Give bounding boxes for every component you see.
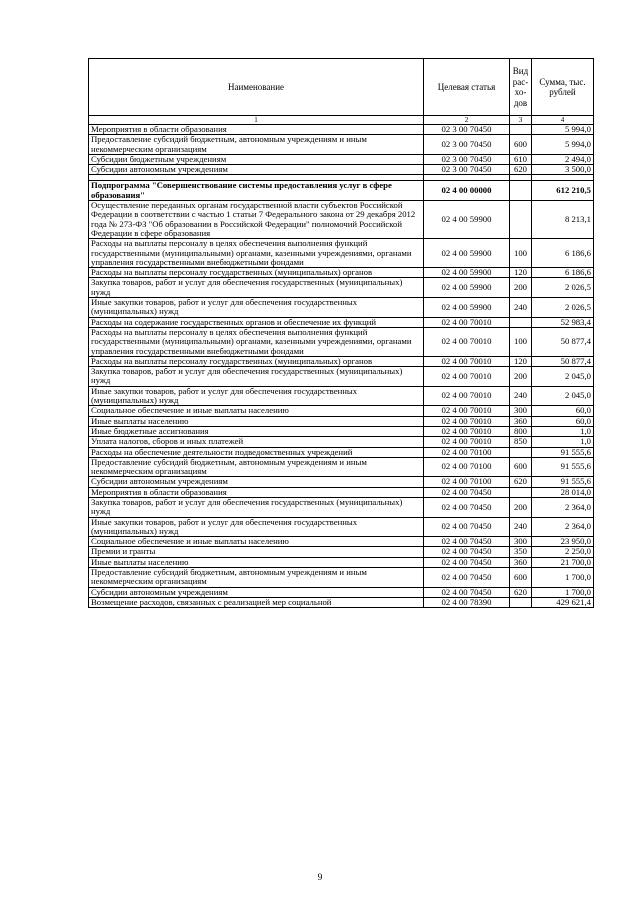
cell-sum: 8 213,1 (532, 201, 594, 239)
cell-name: Иные закупки товаров, работ и услуг для обеспечения государственных (муниципальных) нужд (89, 298, 424, 318)
cell-code: 02 4 00 00000 (424, 181, 510, 201)
cell-code: 02 4 00 70450 (424, 517, 510, 537)
cell-type: 600 (510, 568, 532, 588)
cell-code: 02 4 00 59900 (424, 239, 510, 268)
table-row (89, 416, 594, 426)
cell-code: 02 4 00 70010 (424, 386, 510, 406)
table-row (89, 517, 594, 537)
cell-name: Возмещение расходов, связанных с реализацией мер социальной (89, 597, 424, 607)
cell-name: Расходы на выплаты персоналу в целях обеспечения выполнения функций государственными (муниципальными) органами, казенными учреждениями, органами управления государственными внебюджетными фондами (89, 239, 424, 268)
cell-sum: 612 210,5 (532, 181, 594, 201)
cell-code: 02 4 00 70450 (424, 537, 510, 547)
cell-type: 600 (510, 135, 532, 155)
cell-type (510, 597, 532, 607)
table-row (89, 406, 594, 416)
cell-sum: 1,0 (532, 437, 594, 447)
cell-name: Субсидии автономным учреждениям (89, 477, 424, 487)
cell-name: Предоставление субсидий бюджетным, автономным учреждениям и иным некоммерческим организациям (89, 457, 424, 477)
table-row (89, 447, 594, 457)
table-row (89, 298, 594, 318)
cell-name: Субсидии бюджетным учреждениям (89, 154, 424, 164)
cell-type: 120 (510, 268, 532, 278)
cell-sum: 2 494,0 (532, 154, 594, 164)
cell-sum: 2 026,5 (532, 298, 594, 318)
cell-sum: 91 555,6 (532, 477, 594, 487)
cell-type: 240 (510, 298, 532, 318)
cell-name: Закупка товаров, работ и услуг для обеспечения государственных (муниципальных) нужд (89, 497, 424, 517)
cell-type: 300 (510, 406, 532, 416)
cell-sum: 28 014,0 (532, 487, 594, 497)
cell-code: 02 4 00 70100 (424, 477, 510, 487)
column-number: 3 (510, 116, 532, 125)
cell-name: Иные выплаты населению (89, 557, 424, 567)
cell-sum: 60,0 (532, 416, 594, 426)
cell-sum: 50 877,4 (532, 356, 594, 366)
cell-code: 02 3 00 70450 (424, 154, 510, 164)
table-row (89, 154, 594, 164)
cell-type (510, 447, 532, 457)
table-row (89, 201, 594, 239)
cell-code: 02 4 00 70010 (424, 356, 510, 366)
column-number-row (89, 116, 594, 125)
column-number: 4 (532, 116, 594, 125)
cell-name: Осуществление переданных органам государственной власти субъектов Российской Федерации в соответствии с частью 1 статьи 7 Федерального закона от 29 декабря 2012 года № 273-ФЗ "Об образовании в Российской Федерации" полномочий Российской Федерации в сфере образования (89, 201, 424, 239)
cell-name: Подпрограмма "Совершенствование системы предоставления услуг в сфере образования" (89, 181, 424, 201)
cell-code: 02 4 00 70450 (424, 497, 510, 517)
cell-type (510, 181, 532, 201)
cell-type: 200 (510, 278, 532, 298)
header-row (89, 59, 594, 116)
cell-name: Расходы на выплаты персоналу в целях обеспечения выполнения функций государственными (муниципальными) органами, казенными учреждениями, органами управления государственными внебюджетными фондами (89, 327, 424, 356)
cell-type: 360 (510, 416, 532, 426)
header-sum: Сумма, тыс. рублей (532, 59, 594, 116)
header-expense-type: Вид рас- хо- дов (510, 59, 532, 116)
table-row (89, 268, 594, 278)
cell-type: 200 (510, 367, 532, 387)
table-row (89, 457, 594, 477)
cell-type (510, 201, 532, 239)
table-row (89, 537, 594, 547)
cell-type: 800 (510, 426, 532, 436)
cell-code: 02 4 00 59900 (424, 201, 510, 239)
cell-name: Уплата налогов, сборов и иных платежей (89, 437, 424, 447)
cell-name: Иные закупки товаров, работ и услуг для обеспечения государственных (муниципальных) нужд (89, 386, 424, 406)
cell-name: Мероприятия в области образования (89, 125, 424, 135)
table-row (89, 597, 594, 607)
cell-sum: 60,0 (532, 406, 594, 416)
cell-name: Социальное обеспечение и иные выплаты населению (89, 406, 424, 416)
cell-sum: 6 186,6 (532, 239, 594, 268)
cell-sum: 2 045,0 (532, 386, 594, 406)
cell-type: 620 (510, 165, 532, 175)
cell-type: 300 (510, 537, 532, 547)
cell-type: 350 (510, 547, 532, 557)
column-number: 1 (89, 116, 424, 125)
cell-sum: 23 950,0 (532, 537, 594, 547)
cell-sum: 1 700,0 (532, 587, 594, 597)
cell-code: 02 4 00 70450 (424, 487, 510, 497)
cell-name: Иные выплаты населению (89, 416, 424, 426)
cell-code: 02 4 00 70010 (424, 367, 510, 387)
cell-code: 02 4 00 70010 (424, 406, 510, 416)
table-row (89, 547, 594, 557)
cell-sum: 1,0 (532, 426, 594, 436)
cell-sum: 5 994,0 (532, 125, 594, 135)
cell-code: 02 4 00 70010 (424, 426, 510, 436)
cell-type: 100 (510, 327, 532, 356)
cell-code: 02 4 00 70010 (424, 327, 510, 356)
budget-table (88, 58, 594, 608)
cell-code: 02 4 00 70100 (424, 457, 510, 477)
table-row (89, 568, 594, 588)
table-row (89, 386, 594, 406)
cell-sum: 50 877,4 (532, 327, 594, 356)
table-row (89, 356, 594, 366)
cell-code: 02 4 00 70010 (424, 437, 510, 447)
table-row (89, 437, 594, 447)
cell-sum: 5 994,0 (532, 135, 594, 155)
table-row (89, 181, 594, 201)
cell-code: 02 4 00 70450 (424, 557, 510, 567)
cell-type: 200 (510, 497, 532, 517)
table-row (89, 367, 594, 387)
cell-code: 02 4 00 78390 (424, 597, 510, 607)
cell-type: 100 (510, 239, 532, 268)
cell-code: 02 4 00 70450 (424, 568, 510, 588)
cell-name: Премии и гранты (89, 547, 424, 557)
cell-name: Расходы на выплаты персоналу государственных (муниципальных) органов (89, 268, 424, 278)
cell-type: 360 (510, 557, 532, 567)
cell-code: 02 4 00 70450 (424, 587, 510, 597)
cell-type (510, 487, 532, 497)
cell-type (510, 125, 532, 135)
table-row (89, 317, 594, 327)
cell-sum: 2 045,0 (532, 367, 594, 387)
cell-code: 02 3 00 70450 (424, 135, 510, 155)
table-row (89, 477, 594, 487)
cell-type: 120 (510, 356, 532, 366)
cell-name: Расходы на содержание государственных органов и обеспечение их функций (89, 317, 424, 327)
cell-sum: 429 621,4 (532, 597, 594, 607)
cell-type: 600 (510, 457, 532, 477)
cell-sum: 3 500,0 (532, 165, 594, 175)
cell-name: Расходы на выплаты персоналу государственных (муниципальных) органов (89, 356, 424, 366)
page-number: 9 (317, 873, 323, 883)
table-row (89, 487, 594, 497)
table-row (89, 165, 594, 175)
cell-name: Иные закупки товаров, работ и услуг для обеспечения государственных (муниципальных) нужд (89, 517, 424, 537)
cell-sum: 2 364,0 (532, 497, 594, 517)
cell-sum: 2 026,5 (532, 278, 594, 298)
cell-code: 02 4 00 59900 (424, 278, 510, 298)
cell-type: 850 (510, 437, 532, 447)
cell-type: 240 (510, 386, 532, 406)
cell-sum: 91 555,6 (532, 447, 594, 457)
cell-name: Закупка товаров, работ и услуг для обеспечения государственных (муниципальных) нужд (89, 367, 424, 387)
cell-code: 02 3 00 70450 (424, 125, 510, 135)
cell-sum: 2 250,0 (532, 547, 594, 557)
cell-name: Предоставление субсидий бюджетным, автономным учреждениям и иным некоммерческим организациям (89, 135, 424, 155)
cell-name: Субсидии автономным учреждениям (89, 587, 424, 597)
cell-name: Мероприятия в области образования (89, 487, 424, 497)
cell-type: 240 (510, 517, 532, 537)
cell-sum: 91 555,6 (532, 457, 594, 477)
cell-type: 610 (510, 154, 532, 164)
cell-type: 620 (510, 477, 532, 487)
table-row (89, 135, 594, 155)
header-name: Наименование (89, 59, 424, 116)
column-number: 2 (424, 116, 510, 125)
table-row (89, 497, 594, 517)
table-row (89, 587, 594, 597)
table-row (89, 327, 594, 356)
cell-sum: 21 700,0 (532, 557, 594, 567)
cell-name: Предоставление субсидий бюджетным, автономным учреждениям и иным некоммерческим организациям (89, 568, 424, 588)
table-row (89, 557, 594, 567)
cell-name: Закупка товаров, работ и услуг для обеспечения государственных (муниципальных) нужд (89, 278, 424, 298)
table-row (89, 278, 594, 298)
cell-code: 02 4 00 70100 (424, 447, 510, 457)
cell-sum: 1 700,0 (532, 568, 594, 588)
header-target-article: Целевая статья (424, 59, 510, 116)
cell-type: 620 (510, 587, 532, 597)
cell-name: Субсидии автономным учреждениям (89, 165, 424, 175)
cell-type (510, 317, 532, 327)
cell-sum: 52 983,4 (532, 317, 594, 327)
cell-code: 02 4 00 70450 (424, 547, 510, 557)
table-row (89, 125, 594, 135)
cell-name: Расходы на обеспечение деятельности подведомственных учреждений (89, 447, 424, 457)
table-row (89, 239, 594, 268)
cell-code: 02 3 00 70450 (424, 165, 510, 175)
cell-sum: 6 186,6 (532, 268, 594, 278)
table-row (89, 426, 594, 436)
cell-name: Социальное обеспечение и иные выплаты населению (89, 537, 424, 547)
cell-code: 02 4 00 59900 (424, 298, 510, 318)
cell-name: Иные бюджетные ассигнования (89, 426, 424, 436)
cell-code: 02 4 00 70010 (424, 416, 510, 426)
cell-code: 02 4 00 70010 (424, 317, 510, 327)
cell-sum: 2 364,0 (532, 517, 594, 537)
cell-code: 02 4 00 59900 (424, 268, 510, 278)
